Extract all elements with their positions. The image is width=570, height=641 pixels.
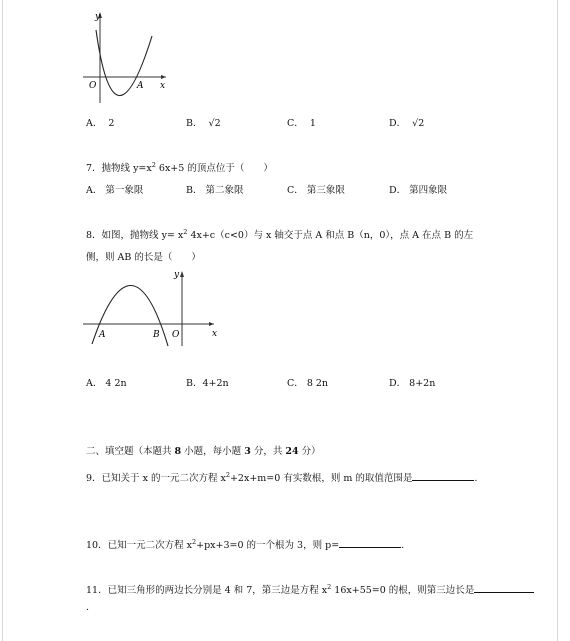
label-a: A [137, 81, 144, 91]
q8-option-d: D． 8+2n [389, 378, 436, 389]
label-y: y [95, 12, 101, 22]
q9-answer-blank[interactable] [412, 470, 474, 481]
q6-option-b: B． √2 [186, 118, 221, 129]
q7-option-b: B． 第二象限 [186, 185, 244, 196]
q8-stem-line2: 侧，则 AB 的长是（ ） [86, 252, 201, 263]
q9-stem: 9．已知关于 x 的一元二次方程 $x^2+2x+m=0$ 有实数根，则 m 的取值范围是 . [86, 471, 478, 484]
label-x: x [160, 81, 166, 91]
page-edge-left [2, 0, 3, 641]
section2-heading: 二、填空题（本题共 8 小题，每小题 3 分，共 24 分） [86, 446, 321, 457]
label-b: B [153, 330, 160, 340]
q8-option-b: B．4+2n [186, 378, 229, 389]
q8-option-a: A． 4 2n [86, 378, 127, 389]
q10-answer-blank[interactable] [339, 537, 401, 548]
q6-option-a: A． 2 [86, 118, 115, 129]
q8-option-c: C． 8 2n [287, 378, 329, 389]
graph-q6 [80, 8, 180, 108]
q11-end: . [86, 602, 90, 613]
q6-option-c: C． 1 [287, 118, 316, 129]
q6-option-d: D． √2 [389, 118, 425, 129]
graph-q8 [80, 266, 220, 348]
page-edge-right [557, 0, 558, 641]
q11-stem: 11．已知三角形的两边长分别是 4 和 7，第三边是方程 $x^2$ 16x+55=0 的根，则第三边长是 [86, 582, 534, 597]
q10-stem: 10．已知一元二次方程 $x^2+px+3=0$ 的一个根为 3，则 p= . [86, 538, 405, 551]
q7-option-c: C． 第三象限 [287, 185, 345, 196]
label-x: x [212, 329, 218, 339]
label-y: y [174, 270, 180, 280]
q7-option-d: D． 第四象限 [389, 185, 448, 196]
q7-option-a: A． 第一象限 [86, 185, 144, 196]
q11-answer-blank[interactable] [474, 582, 534, 593]
label-a: A [99, 330, 106, 340]
q8-stem-line1: 8．如图，抛物线 $y= x^2$ 4x+c（c<0）与 x 轴交于点 A 和点 B（n，0），点 A 在点 B 的左 [86, 228, 474, 241]
label-o: O [172, 330, 180, 340]
q7-stem: 7．抛物线 $y=x^2$ 6x+5 的顶点位于（ ） [86, 161, 273, 174]
label-o: O [89, 81, 97, 91]
